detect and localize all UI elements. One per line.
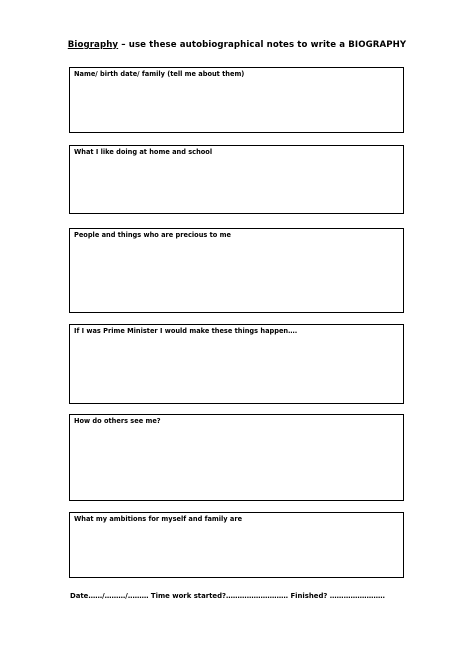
section-box-precious[interactable]	[69, 228, 404, 313]
section-label: How do others see me?	[74, 417, 161, 425]
title-rest: – use these autobiographical notes to write a BIOGRAPHY	[118, 40, 407, 50]
section-label: People and things who are precious to me	[74, 231, 231, 239]
page-title	[0, 40, 474, 50]
section-box-others-see-me[interactable]	[69, 414, 404, 501]
section-box-prime-minister[interactable]	[69, 324, 404, 404]
section-label: What I like doing at home and school	[74, 148, 213, 156]
section-label: Name/ birth date/ family (tell me about them)	[74, 70, 245, 78]
section-label: What my ambitions for myself and family are	[74, 515, 243, 523]
title-underlined-word: Biography	[67, 40, 119, 50]
footer-date-time-line: Date……/………/……… Time work started?……………………… Finished? ……………………	[70, 592, 385, 600]
section-box-likes[interactable]	[69, 145, 404, 214]
section-box-ambitions[interactable]	[69, 512, 404, 578]
section-label: If I was Prime Minister I would make these things happen….	[74, 327, 298, 335]
section-box-name-birth-family[interactable]	[69, 67, 404, 133]
